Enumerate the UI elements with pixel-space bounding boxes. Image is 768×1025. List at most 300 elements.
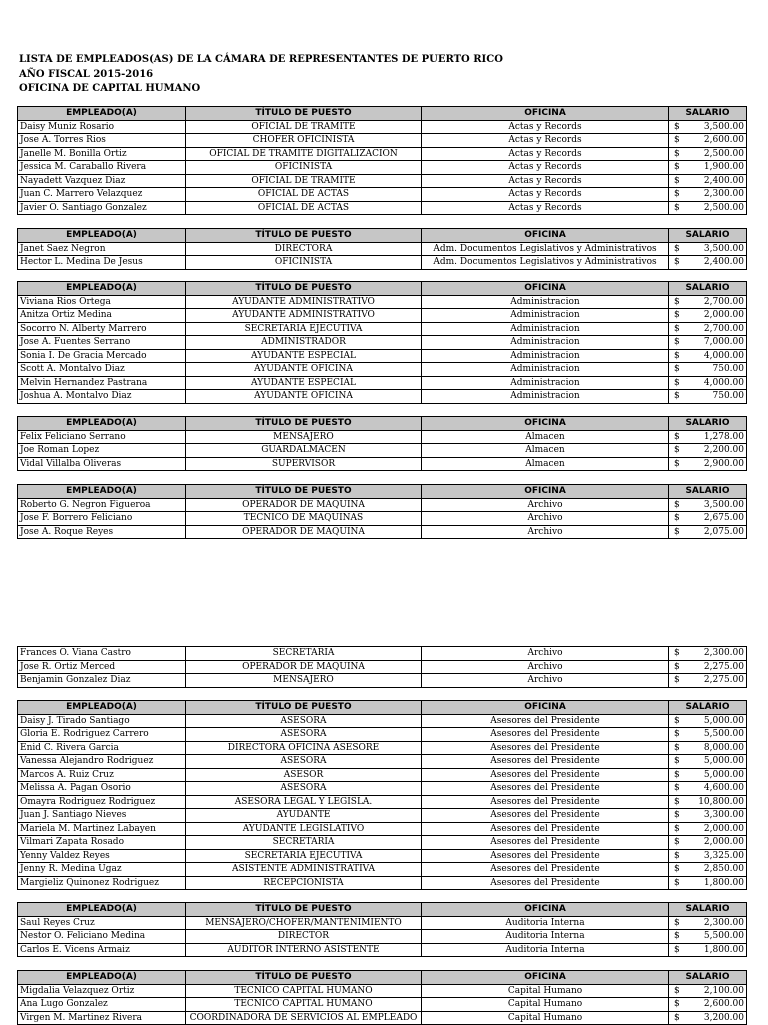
currency-symbol: $ [674, 431, 680, 442]
salary [669, 295, 747, 309]
salary [669, 782, 747, 796]
salary [669, 201, 747, 215]
title-header: TÍTULO DE PUESTO [186, 229, 422, 243]
job-title: AYUDANTE ADMINISTRATIVO [186, 309, 422, 323]
employee-name: Ana Lugo Gonzalez [18, 998, 186, 1012]
salary [669, 755, 747, 769]
job-title: AYUDANTE [186, 809, 422, 823]
salary-amount: 2,900.00 [703, 458, 744, 469]
office: Archivo [422, 647, 669, 661]
job-title: OFICINISTA [186, 256, 422, 270]
table-row [18, 336, 747, 350]
employee-name: Gloria E. Rodriguez Carrero [18, 728, 186, 742]
salary [669, 876, 747, 890]
employee-header: EMPLEADO(A) [18, 107, 186, 121]
currency-symbol: $ [674, 742, 680, 753]
employee-table [17, 416, 747, 471]
job-title: AYUDANTE ADMINISTRATIVO [186, 295, 422, 309]
office-header: OFICINA [422, 701, 669, 715]
table-row [18, 322, 747, 336]
salary-amount: 2,200.00 [703, 445, 744, 455]
salary [669, 849, 747, 863]
office: Asesores del Presidente [422, 863, 669, 877]
office: Administracion [422, 336, 669, 350]
office-name: OFICINA DE CAPITAL HUMANO [19, 83, 201, 94]
office-header: OFICINA [422, 282, 669, 296]
office-header: OFICINA [422, 485, 669, 499]
job-title: OFICIAL DE ACTAS [186, 201, 422, 215]
salary [669, 147, 747, 161]
table-row [18, 943, 747, 957]
employee-name: Daisy Muniz Rosario [18, 120, 186, 134]
currency-symbol: $ [674, 243, 680, 254]
salary [669, 714, 747, 728]
salary-amount: 1,800.00 [703, 944, 744, 955]
office: Actas y Records [422, 201, 669, 215]
currency-symbol: $ [674, 296, 680, 307]
currency-symbol: $ [674, 931, 680, 941]
employee-name: Daisy J. Tirado Santiago [18, 714, 186, 728]
table-header-row [18, 971, 747, 985]
office: Auditoria Interna [422, 943, 669, 957]
table-header-row [18, 903, 747, 917]
table-header-row [18, 485, 747, 499]
table-row [18, 660, 747, 674]
salary-amount: 1,800.00 [703, 877, 744, 888]
salary-amount: 5,000.00 [703, 715, 744, 726]
employee-name: Yenny Valdez Reyes [18, 849, 186, 863]
table-row [18, 295, 747, 309]
job-title: GUARDALMACEN [186, 444, 422, 458]
office: Capital Humano [422, 1011, 669, 1025]
employee-name: Virgen M. Martinez Rivera [18, 1011, 186, 1025]
office: Archivo [422, 512, 669, 526]
employee-name: Sonia I. De Gracia Mercado [18, 349, 186, 363]
employee-header: EMPLEADO(A) [18, 971, 186, 985]
salary-amount: 2,675.00 [703, 513, 744, 523]
salary-amount: 2,100.00 [703, 985, 744, 996]
job-title: AYUDANTE OFICINA [186, 363, 422, 377]
salary-header: SALARIO [669, 229, 747, 243]
salary [669, 430, 747, 444]
table-row [18, 242, 747, 256]
currency-symbol: $ [674, 458, 680, 469]
currency-symbol: $ [674, 513, 680, 523]
job-title: ADMINISTRADOR [186, 336, 422, 350]
fiscal-year: AÑO FISCAL 2015-2016 [19, 68, 154, 80]
employee-name: Socorro N. Alberty Marrero [18, 322, 186, 336]
salary-amount: 2,300.00 [703, 648, 744, 658]
office-header: OFICINA [422, 971, 669, 985]
table-row [18, 728, 747, 742]
office: Almacen [422, 430, 669, 444]
employee-header: EMPLEADO(A) [18, 417, 186, 431]
table-row [18, 674, 747, 688]
salary-amount: 5,000.00 [703, 769, 744, 780]
table-row [18, 376, 747, 390]
office: Asesores del Presidente [422, 741, 669, 755]
salary-header: SALARIO [669, 971, 747, 985]
table-row [18, 876, 747, 890]
employee-name: Frances O. Viana Castro [18, 647, 186, 661]
job-title: RECEPCIONISTA [186, 876, 422, 890]
currency-symbol: $ [674, 810, 680, 820]
office: Asesores del Presidente [422, 836, 669, 850]
office: Administracion [422, 376, 669, 390]
table-row [18, 512, 747, 526]
salary-amount: 4,600.00 [703, 783, 744, 793]
table-header-row [18, 701, 747, 715]
salary-amount: 3,500.00 [703, 243, 744, 254]
employee-header: EMPLEADO(A) [18, 282, 186, 296]
currency-symbol: $ [674, 162, 680, 172]
office-header: OFICINA [422, 417, 669, 431]
table-header-row [18, 282, 747, 296]
job-title: OPERADOR DE MAQUINA [186, 498, 422, 512]
office: Asesores del Presidente [422, 876, 669, 890]
table-row [18, 998, 747, 1012]
salary [669, 525, 747, 539]
currency-symbol: $ [674, 257, 680, 267]
table-row [18, 1011, 747, 1025]
currency-symbol: $ [674, 783, 680, 793]
job-title: SECRETARIA EJECUTIVA [186, 322, 422, 336]
office: Archivo [422, 660, 669, 674]
currency-symbol: $ [674, 715, 680, 726]
salary-amount: 2,300.00 [703, 189, 744, 199]
office-header: OFICINA [422, 903, 669, 917]
job-title: TECNICO CAPITAL HUMANO [186, 984, 422, 998]
salary-amount: 7,000.00 [703, 337, 744, 347]
salary [669, 242, 747, 256]
table-row [18, 256, 747, 270]
table-row [18, 174, 747, 188]
salary [669, 674, 747, 688]
office: Archivo [422, 674, 669, 688]
salary-amount: 2,500.00 [703, 148, 744, 159]
salary [669, 336, 747, 350]
employee-name: Enid C. Rivera Garcia [18, 741, 186, 755]
office: Adm. Documentos Legislativos y Administrativos [422, 256, 669, 270]
employee-name: Jose F. Borrero Feliciano [18, 512, 186, 526]
employee-name: Jose R. Ortiz Merced [18, 660, 186, 674]
office: Adm. Documentos Legislativos y Administrativos [422, 242, 669, 256]
table-row [18, 930, 747, 944]
employee-name: Melvin Hernandez Pastrana [18, 376, 186, 390]
title-header: TÍTULO DE PUESTO [186, 282, 422, 296]
employee-table [17, 700, 747, 890]
office: Asesores del Presidente [422, 822, 669, 836]
salary [669, 444, 747, 458]
salary [669, 376, 747, 390]
salary-amount: 4,000.00 [703, 377, 744, 388]
office: Actas y Records [422, 134, 669, 148]
salary [669, 741, 747, 755]
currency-symbol: $ [674, 445, 680, 455]
employee-table [17, 106, 747, 215]
salary [669, 984, 747, 998]
salary [669, 134, 747, 148]
employee-name: Anitza Ortiz Medina [18, 309, 186, 323]
office-header: OFICINA [422, 107, 669, 121]
table-row [18, 120, 747, 134]
salary-amount: 5,000.00 [703, 756, 744, 766]
office: Archivo [422, 498, 669, 512]
employee-table [17, 484, 747, 539]
employee-name: Migdalia Velazquez Ortiz [18, 984, 186, 998]
job-title: COORDINADORA DE SERVICIOS AL EMPLEADO [186, 1011, 422, 1025]
employee-name: Vilmari Zapata Rosado [18, 836, 186, 850]
salary-amount: 3,300.00 [703, 810, 744, 820]
currency-symbol: $ [674, 756, 680, 766]
job-title: TECNICO DE MAQUINAS [186, 512, 422, 526]
table-header-row [18, 417, 747, 431]
salary-amount: 2,400.00 [703, 175, 744, 186]
currency-symbol: $ [674, 337, 680, 347]
table-row [18, 201, 747, 215]
salary-amount: 10,800.00 [698, 796, 744, 807]
office: Administracion [422, 309, 669, 323]
salary-amount: 2,000.00 [703, 837, 744, 847]
table-header-row [18, 229, 747, 243]
title-header: TÍTULO DE PUESTO [186, 485, 422, 499]
salary-amount: 5,500.00 [703, 729, 744, 739]
title-header: TÍTULO DE PUESTO [186, 417, 422, 431]
employee-name: Janelle M. Bonilla Ortiz [18, 147, 186, 161]
currency-symbol: $ [674, 769, 680, 780]
office: Auditoria Interna [422, 916, 669, 930]
salary [669, 161, 747, 175]
office: Asesores del Presidente [422, 714, 669, 728]
salary [669, 512, 747, 526]
currency-symbol: $ [674, 648, 680, 658]
job-title: ASESORA [186, 728, 422, 742]
table-row [18, 363, 747, 377]
salary-header: SALARIO [669, 107, 747, 121]
employee-name: Jose A. Torres Rios [18, 134, 186, 148]
table-row [18, 984, 747, 998]
currency-symbol: $ [674, 675, 680, 685]
job-title: ASESORA [186, 782, 422, 796]
salary-amount: 2,600.00 [703, 999, 744, 1009]
employee-name: Jessica M. Caraballo Rivera [18, 161, 186, 175]
employee-name: Joe Roman Lopez [18, 444, 186, 458]
employee-name: Roberto G. Negron Figueroa [18, 498, 186, 512]
employee-name: Felix Feliciano Serrano [18, 430, 186, 444]
office: Actas y Records [422, 161, 669, 175]
office: Actas y Records [422, 188, 669, 202]
document-title: LISTA DE EMPLEADOS(AS) DE LA CÁMARA DE REPRESENTANTES DE PUERTO RICO [19, 54, 503, 65]
salary-amount: 2,275.00 [703, 675, 744, 685]
salary-amount: 750.00 [712, 391, 744, 401]
employee-name: Mariela M. Martinez Labayen [18, 822, 186, 836]
job-title: SECRETARIA [186, 647, 422, 661]
job-title: OFICIAL DE TRAMITE [186, 174, 422, 188]
office: Actas y Records [422, 120, 669, 134]
office: Almacen [422, 444, 669, 458]
currency-symbol: $ [674, 323, 680, 334]
salary [669, 863, 747, 877]
office: Administracion [422, 390, 669, 404]
salary [669, 768, 747, 782]
job-title: SECRETARIA [186, 836, 422, 850]
currency-symbol: $ [674, 175, 680, 186]
office: Actas y Records [422, 174, 669, 188]
salary-amount: 3,500.00 [703, 121, 744, 132]
title-header: TÍTULO DE PUESTO [186, 903, 422, 917]
table-row [18, 849, 747, 863]
table-header-row [18, 107, 747, 121]
table-row [18, 809, 747, 823]
salary [669, 1011, 747, 1025]
salary-amount: 750.00 [712, 364, 744, 374]
salary [669, 647, 747, 661]
currency-symbol: $ [674, 864, 680, 874]
office: Asesores del Presidente [422, 728, 669, 742]
table-row [18, 755, 747, 769]
table-row [18, 795, 747, 809]
job-title: DIRECTORA [186, 242, 422, 256]
office: Asesores del Presidente [422, 755, 669, 769]
employee-table [17, 281, 747, 404]
job-title: OFICINISTA [186, 161, 422, 175]
employee-name: Juan J. Santiago Nieves [18, 809, 186, 823]
table-row [18, 444, 747, 458]
office: Archivo [422, 525, 669, 539]
salary [669, 498, 747, 512]
job-title: AUDITOR INTERNO ASISTENTE [186, 943, 422, 957]
currency-symbol: $ [674, 377, 680, 388]
salary-amount: 4,000.00 [703, 350, 744, 361]
employee-name: Scott A. Montalvo Diaz [18, 363, 186, 377]
table-row [18, 863, 747, 877]
employee-header: EMPLEADO(A) [18, 903, 186, 917]
office: Asesores del Presidente [422, 782, 669, 796]
table-row [18, 782, 747, 796]
salary [669, 943, 747, 957]
salary [669, 728, 747, 742]
salary [669, 836, 747, 850]
salary [669, 363, 747, 377]
employee-name: Saul Reyes Cruz [18, 916, 186, 930]
employee-name: Marcos A. Ruiz Cruz [18, 768, 186, 782]
employee-table [17, 228, 747, 270]
office: Administracion [422, 349, 669, 363]
currency-symbol: $ [674, 148, 680, 159]
salary-amount: 2,300.00 [703, 917, 744, 928]
office: Capital Humano [422, 998, 669, 1012]
employee-name: Carlos E. Vicens Armaiz [18, 943, 186, 957]
table-row [18, 498, 747, 512]
job-title: MENSAJERO [186, 674, 422, 688]
table-row [18, 349, 747, 363]
office: Asesores del Presidente [422, 768, 669, 782]
salary [669, 822, 747, 836]
office: Asesores del Presidente [422, 795, 669, 809]
currency-symbol: $ [674, 661, 680, 672]
employee-header: EMPLEADO(A) [18, 701, 186, 715]
table-row [18, 430, 747, 444]
salary-amount: 2,400.00 [703, 257, 744, 267]
title-header: TÍTULO DE PUESTO [186, 107, 422, 121]
employee-table [17, 646, 747, 688]
office: Administracion [422, 322, 669, 336]
title-header: TÍTULO DE PUESTO [186, 701, 422, 715]
currency-symbol: $ [674, 877, 680, 888]
table-row [18, 134, 747, 148]
salary [669, 457, 747, 471]
table-row [18, 188, 747, 202]
salary-header: SALARIO [669, 701, 747, 715]
job-title: AYUDANTE OFICINA [186, 390, 422, 404]
salary [669, 660, 747, 674]
employee-name: Juan C. Marrero Velazquez [18, 188, 186, 202]
salary-amount: 3,200.00 [703, 1012, 744, 1023]
job-title: AYUDANTE LEGISLATIVO [186, 822, 422, 836]
job-title: AYUDANTE ESPECIAL [186, 349, 422, 363]
table-row [18, 147, 747, 161]
salary-header: SALARIO [669, 485, 747, 499]
salary [669, 256, 747, 270]
salary-amount: 3,500.00 [703, 499, 744, 510]
job-title: ASESORA [186, 714, 422, 728]
salary [669, 390, 747, 404]
salary-header: SALARIO [669, 282, 747, 296]
job-title: ASISTENTE ADMINISTRATIVA [186, 863, 422, 877]
salary [669, 120, 747, 134]
office: Asesores del Presidente [422, 809, 669, 823]
currency-symbol: $ [674, 917, 680, 928]
job-title: SECRETARIA EJECUTIVA [186, 849, 422, 863]
currency-symbol: $ [674, 526, 680, 537]
salary-amount: 2,000.00 [703, 310, 744, 320]
table-row [18, 525, 747, 539]
currency-symbol: $ [674, 985, 680, 996]
office: Capital Humano [422, 984, 669, 998]
employee-name: Omayra Rodriguez Rodriguez [18, 795, 186, 809]
employee-header: EMPLEADO(A) [18, 229, 186, 243]
office: Administracion [422, 363, 669, 377]
table-row [18, 768, 747, 782]
salary-header: SALARIO [669, 903, 747, 917]
job-title: OFICIAL DE TRAMITE DIGITALIZACION [186, 147, 422, 161]
table-row [18, 457, 747, 471]
employee-name: Vanessa Alejandro Rodriguez [18, 755, 186, 769]
currency-symbol: $ [674, 364, 680, 374]
currency-symbol: $ [674, 944, 680, 955]
currency-symbol: $ [674, 499, 680, 510]
office: Almacen [422, 457, 669, 471]
currency-symbol: $ [674, 999, 680, 1009]
job-title: SUPERVISOR [186, 457, 422, 471]
employee-name: Viviana Rios Ortega [18, 295, 186, 309]
table-row [18, 161, 747, 175]
salary [669, 916, 747, 930]
employee-name: Joshua A. Montalvo Diaz [18, 390, 186, 404]
salary-amount: 2,000.00 [703, 823, 744, 834]
employee-name: Jose A. Roque Reyes [18, 525, 186, 539]
job-title: CHOFER OFICINISTA [186, 134, 422, 148]
employee-name: Hector L. Medina De Jesus [18, 256, 186, 270]
currency-symbol: $ [674, 310, 680, 320]
job-title: OFICIAL DE TRAMITE [186, 120, 422, 134]
currency-symbol: $ [674, 135, 680, 145]
employee-table [17, 970, 747, 1025]
salary-amount: 2,850.00 [703, 864, 744, 874]
office: Auditoria Interna [422, 930, 669, 944]
salary-amount: 2,275.00 [703, 661, 744, 672]
salary [669, 322, 747, 336]
